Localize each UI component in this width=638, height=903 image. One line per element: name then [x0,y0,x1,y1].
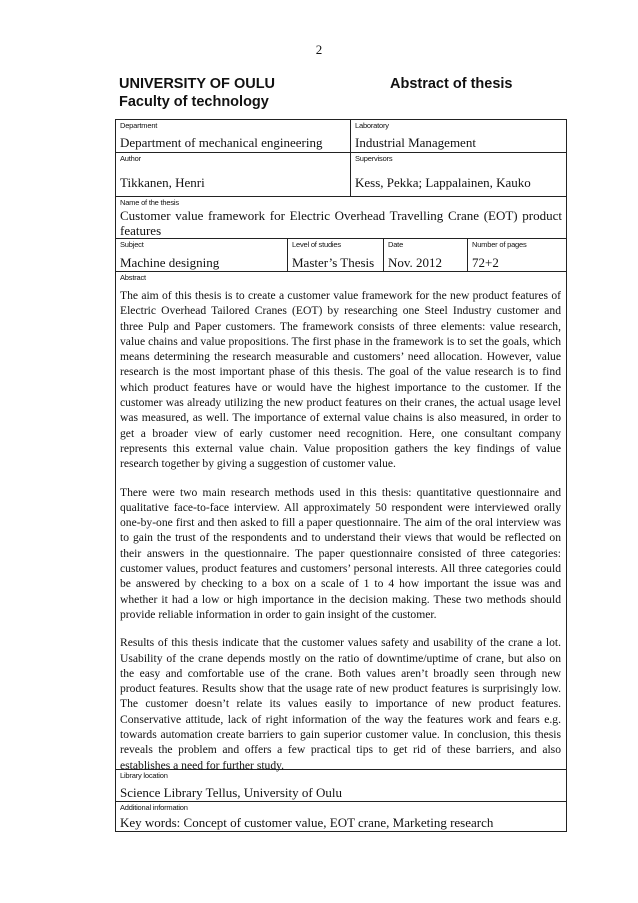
additional-label: Additional information [120,803,188,812]
date-cell [384,239,468,271]
row-department [116,120,566,153]
thesis-name-cell [116,197,566,238]
row-subject [116,239,566,272]
abstract-label: Abstract [120,273,146,282]
supervisors-label: Supervisors [355,154,393,163]
level-cell [288,239,384,271]
laboratory-value: Industrial Management [355,135,476,150]
row-additional [116,802,566,831]
row-library [116,770,566,802]
subject-label: Subject [120,240,144,249]
library-cell [116,770,566,801]
subject-value: Machine designing [120,255,220,270]
page-number: 2 [315,42,323,57]
level-label: Level of studies [292,240,341,249]
subject-cell [116,239,288,271]
abstract-cell [116,272,566,772]
laboratory-cell [351,120,566,152]
author-cell [116,153,351,196]
row-thesis-name [116,197,566,239]
abstract-body [120,288,561,773]
thesis-name-value: Customer value framework for Electric Overhead Travelling Crane (EOT) product features [120,208,562,238]
university-name: UNIVERSITY OF OULU [119,76,276,92]
author-value: Tikkanen, Henri [120,175,205,190]
department-value: Department of mechanical engineering [120,135,323,150]
supervisors-value: Kess, Pekka; Lappalainen, Kauko [355,175,531,190]
row-author [116,153,566,197]
pages-label: Number of pages [472,240,527,249]
abstract-paragraph: There were two main research methods used in this thesis: quantitative questionnaire and qualitative face-to-face interview. All approximately 50 respondent were interviewed orally one-by-one first and then asked to fill a paper questionnaire. The aim of the oral interview was to gain the trust of the respondents and to understand their views that would be reflected on their answers in the questionnaire. The paper questionnaire consisted of three categories: customer values, product features and customers’ personal interests. All three categories could be answered by checking to a box on a scale of 1 to 4 how important the issue was and whether it had a low or high importance in the decision making. These two methods should provide reliable information in order to gain insight of the customer. [120,485,561,621]
department-cell [116,120,351,152]
additional-value: Key words: Concept of customer value, EOT crane, Marketing research [120,815,494,830]
row-abstract [116,272,566,770]
library-value: Science Library Tellus, University of Oulu [120,785,342,800]
level-value: Master’s Thesis [292,255,375,270]
abstract-paragraph: The aim of this thesis is to create a customer value framework for the new product features of Electric Overhead Tailored Cranes (EOT) by researching one Steel Industry customer and three Pulp and Paper customers. The framework consists of three elements: value research, value chains and value propositions. The first phase in the framework is to set the goals, which means determining the research measurable and customers’ need allocation. However, value research is the most important phase of this thesis. The goal of the value research is to find which product features have or would have the highest importance to the customer. If the customer was already utilizing the new product features on their cranes, the actual usage level was measured, as well. The importance of external value chains is also measured, in order to get a broader view of early customer need recognition. Here, one consultant company represents this external value chain. Value proposition gathers the key findings of value research together by giving a suggestion of customer value. [120,289,561,471]
laboratory-label: Laboratory [355,121,389,130]
date-label: Date [388,240,404,249]
date-value: Nov. 2012 [388,255,443,270]
abstract-paragraph: Results of this thesis indicate that the customer values safety and usability of the crane a lot. Usability of the crane depends mostly on the ratio of downtime/uptime of crane, but also on the easy and comfortable use of the crane. Both values aren’t broadly seen through new product features. Results show that the usage rate of new product features is surprisingly low. The customer doesn’t relate its values easily to importance of new product features. Conservative attitude, lack of right information of the way the features work and fears e.g. towards automation create barriers to gain superior customer value. In conclusion, this thesis reveals the problem and offers a few practical tips to get rid of these barriers, and also establishes a need for further study. [120,636,561,772]
pages-value: 72+2 [472,255,499,270]
thesis-form [115,119,567,832]
university-header [119,75,275,111]
faculty-name: Faculty of technology [119,94,269,110]
author-label: Author [120,154,141,163]
supervisors-cell [351,153,566,196]
thesis-name-label: Name of the thesis [120,198,179,207]
library-label: Library location [120,771,168,780]
department-label: Department [120,121,158,130]
document-type: Abstract of thesis [390,76,513,92]
additional-cell [116,802,566,831]
pages-cell [468,239,566,271]
